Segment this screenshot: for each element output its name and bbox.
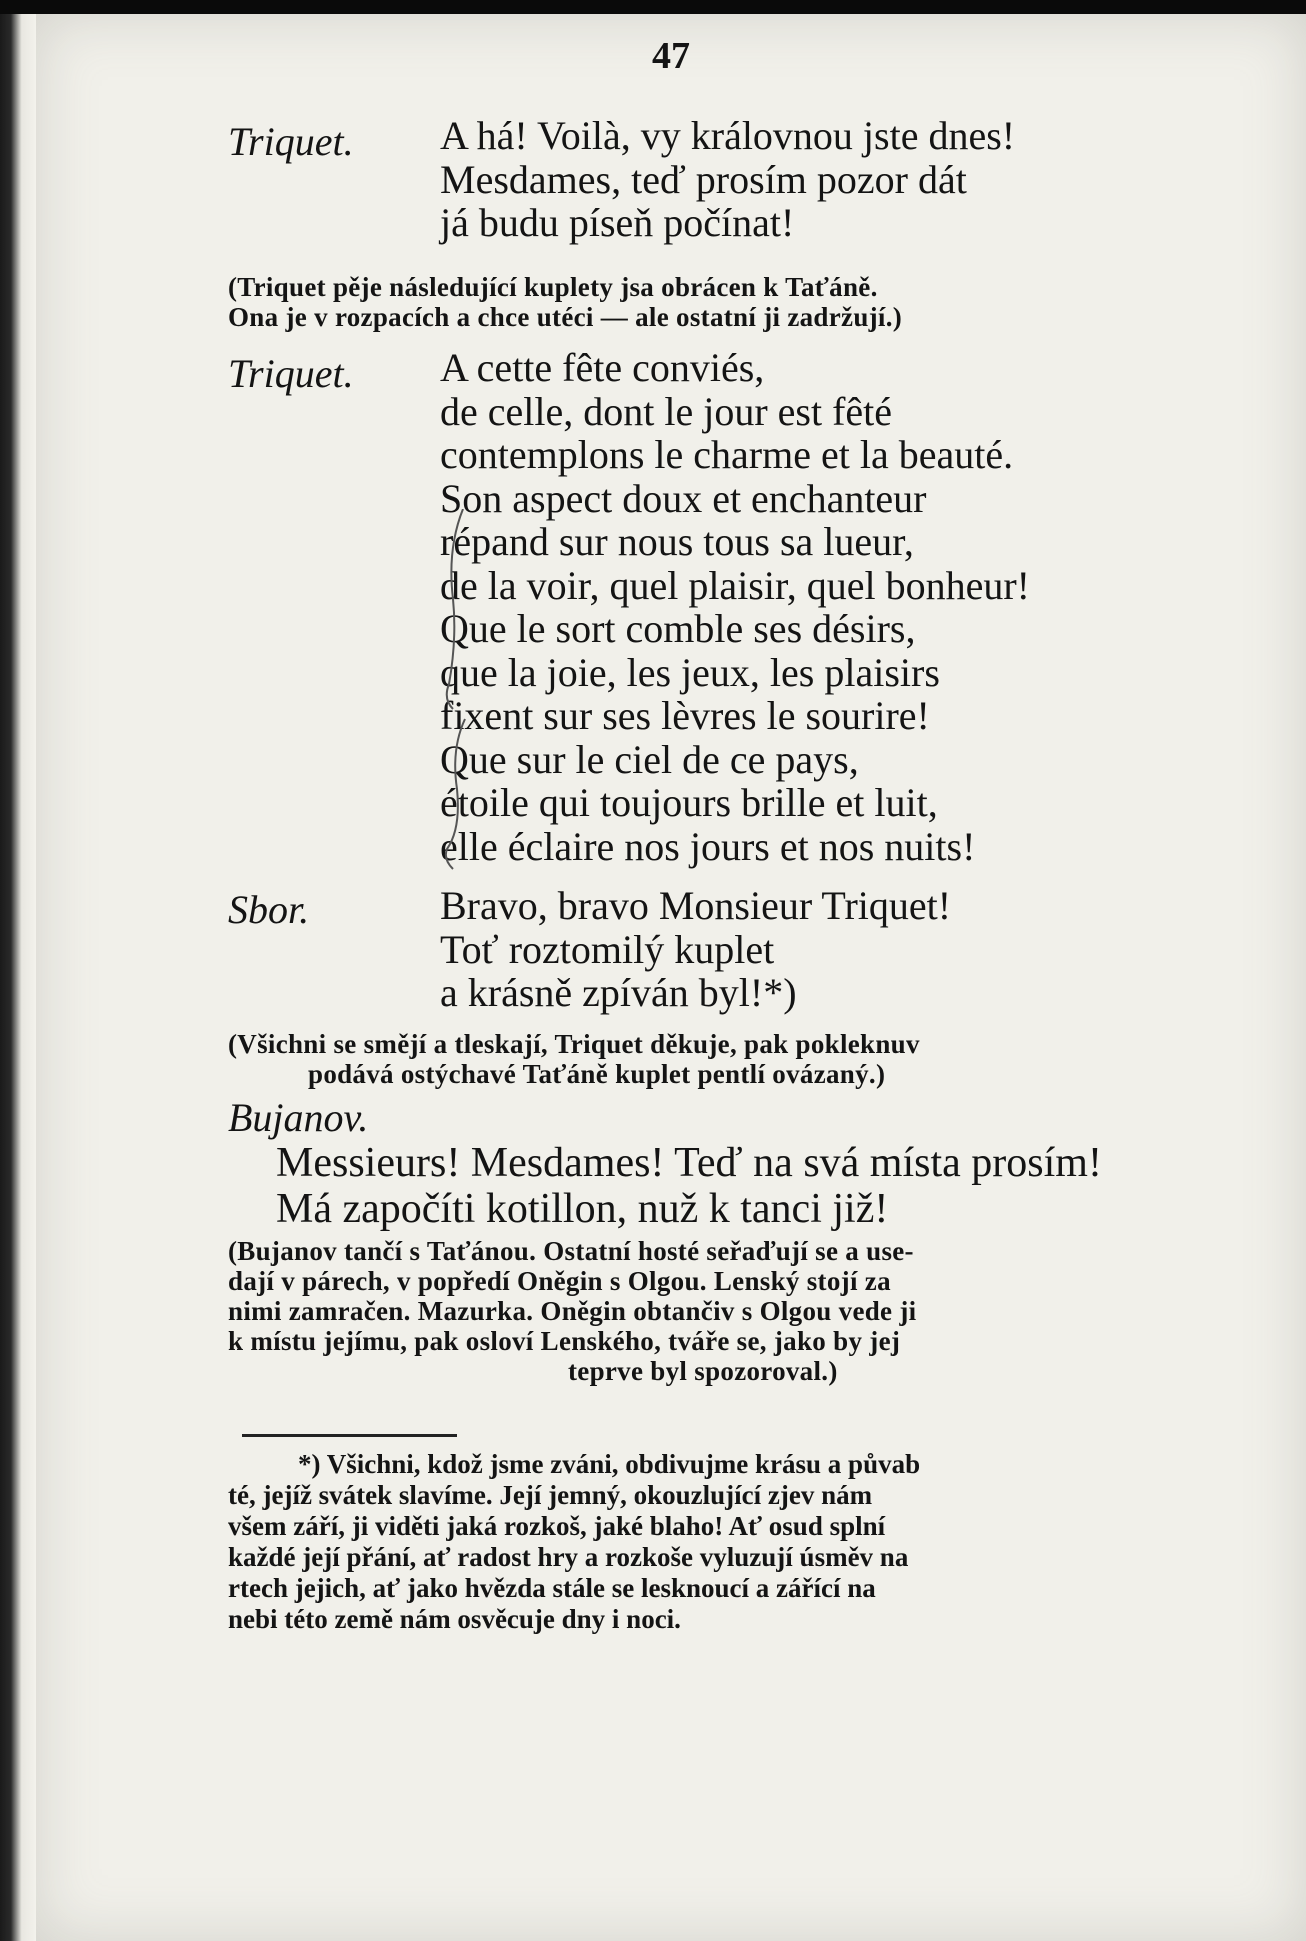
stage-line: (Triquet pěje následující kuplety jsa obrácen k Taťáně. — [228, 272, 878, 302]
verse-line: fixent sur ses lèvres le sourire! — [440, 693, 930, 738]
verse-line: Messieurs! Mesdames! Teď na svá místa prosím! — [276, 1140, 1102, 1186]
verse-line: A cette fête conviés, — [440, 345, 765, 390]
stage-direction-3 — [228, 1236, 1238, 1386]
verse-brace-mark — [441, 509, 471, 879]
verse-line: de celle, dont le jour est fêté — [440, 388, 893, 434]
stage-line: (Všichni se smějí a tleskají, Triquet děkuje, pak pokleknuv — [228, 1029, 920, 1059]
footnote-line: rtech jejich, ať jako hvězda stále se lesknoucí a zářící na — [228, 1573, 876, 1603]
verse-line: Má započíti kotillon, nuž k tanci již! — [276, 1186, 889, 1232]
speaker-triquet-1: Triquet. — [228, 119, 354, 164]
verse-line: já budu píseň počínat! — [440, 200, 795, 245]
footnote-line: všem září, ji viděti jaká rozkoš, jaké blaho! Ať osud splní — [228, 1511, 886, 1541]
verse-line: de la voir, quel plaisir, quel bonheur! — [440, 562, 1030, 608]
verse-line: que la joie, les jeux, les plaisirs — [440, 649, 940, 695]
verse-line: a krásně zpíván byl!*) — [440, 970, 797, 1015]
stage-direction-2 — [228, 1029, 920, 1089]
stage-line: nimi zamračen. Mazurka. Oněgin obtančiv s Olgou vede ji — [228, 1296, 917, 1326]
verse-block-3 — [440, 884, 951, 1015]
footnote-line: nebi této země nám osvěcuje dny i noci. — [228, 1604, 681, 1634]
stage-line: podává ostýchavé Taťáně kuplet pentlí ovázaný.) — [308, 1059, 886, 1089]
verse-block-4 — [276, 1140, 1102, 1232]
stage-line: (Bujanov tančí s Taťánou. Ostatní hosté seřaďují se a use- — [228, 1236, 914, 1266]
speaker-sbor: Sbor. — [228, 887, 310, 932]
footnote — [228, 1449, 920, 1635]
page-number: 47 — [652, 35, 690, 77]
footnote-line: *) Všichni, kdož jsme zváni, obdivujme krásu a půvab — [298, 1449, 921, 1479]
verse-line: étoile qui toujours brille et luit, — [440, 780, 938, 825]
stage-direction-1 — [228, 272, 902, 332]
stage-line: k místu jejímu, pak osloví Lenského, tváře se, jako by jej — [228, 1326, 901, 1356]
page-left-edge — [0, 14, 36, 1941]
footnote-rule — [242, 1434, 457, 1437]
verse-line: Mesdames, teď prosím pozor dát — [440, 156, 967, 202]
verse-line: A há! Voilà, vy královnou jste dnes! — [440, 113, 1016, 158]
speaker-bujanov: Bujanov. — [228, 1095, 369, 1140]
verse-line: Que le sort comble ses désirs, — [440, 606, 916, 651]
verse-line: elle éclaire nos jours et nos nuits! — [440, 823, 976, 869]
verse-line: Que sur le ciel de ce pays, — [440, 736, 859, 782]
verse-line: contemplons le charme et la beauté. — [440, 432, 1014, 477]
stage-line: dají v párech, v popředí Oněgin s Olgou. Lenský stojí za — [228, 1266, 891, 1296]
footnote-line: každé její přání, ať radost hry a rozkoše vyluzují úsměv na — [228, 1542, 909, 1572]
verse-line: Bravo, bravo Monsieur Triquet! — [440, 883, 952, 928]
verse-line: Toť roztomilý kuplet — [440, 926, 775, 972]
stage-line: teprve byl spozoroval.) — [568, 1356, 838, 1386]
stage-line: Ona je v rozpacích a chce utéci — ale ostatní ji zadržují.) — [228, 302, 903, 332]
verse-line: Son aspect doux et enchanteur — [440, 475, 927, 521]
verse-block-1 — [440, 114, 1015, 245]
speaker-triquet-2: Triquet. — [228, 351, 354, 396]
verse-block-2 — [440, 346, 1030, 868]
verse-line: répand sur nous tous sa lueur, — [440, 519, 914, 564]
book-page — [36, 14, 1306, 1941]
footnote-line: té, jejíž svátek slavíme. Její jemný, okouzlující zjev nám — [228, 1480, 873, 1510]
